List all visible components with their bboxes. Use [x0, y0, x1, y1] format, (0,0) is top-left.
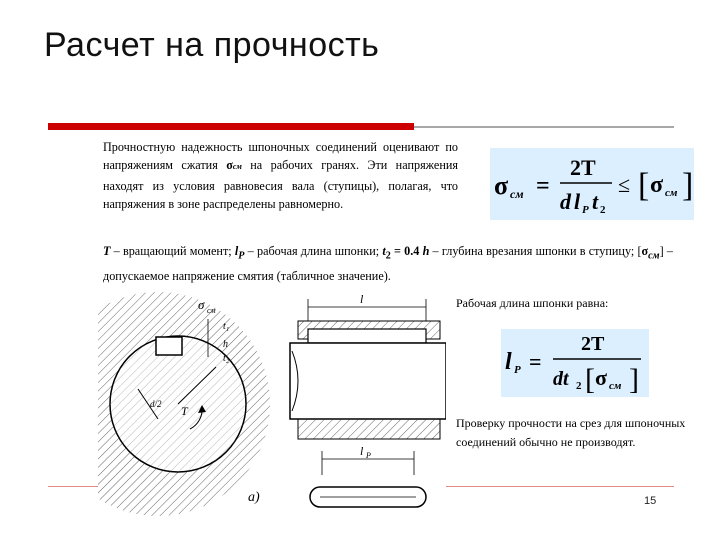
- fig-h: h: [223, 339, 228, 350]
- def-sig-text: ] – допускаемое напряжение смятия (табличное значение).: [103, 244, 673, 284]
- fig-sigma: σ: [198, 297, 205, 312]
- title-accent-bar: [48, 123, 414, 130]
- def-lp: l: [234, 244, 239, 258]
- def-T-text: – вращающий момент;: [110, 244, 235, 258]
- f2-lhs-sub: P: [514, 364, 521, 376]
- slide-title: Расчет на прочность: [44, 26, 380, 64]
- page-number: 15: [644, 495, 657, 507]
- working-length-formula: [501, 329, 649, 397]
- f2-den: dt: [553, 368, 569, 390]
- f2-lhs: l: [505, 349, 512, 375]
- intro-sigma: σ: [226, 158, 233, 173]
- working-length-formula-svg: [501, 329, 649, 397]
- intro-text-after: на рабочих гранях. Эти напряжения находят из условия равновесия вала (ступицы), полагая, что напряжения в зоне распределены равномерно.: [103, 158, 458, 211]
- def-t2-text: – глубина врезания шпонки в ступицу; [: [429, 244, 642, 258]
- intro-text-before: Прочностную надежность шпоночных соединений оценивают по напряжениям сжатия: [103, 140, 458, 173]
- shear-check-note: Проверку прочности на срез для шпоночных соединений обычно не производят.: [456, 416, 686, 449]
- fig-l: l: [360, 292, 364, 306]
- crush-stress-formula-svg: [490, 148, 694, 220]
- intro-sigma-sub: см: [232, 162, 242, 172]
- key-joint-drawing: [98, 289, 446, 517]
- fig-d2: d/2: [150, 399, 162, 409]
- fig-caption: а): [248, 490, 260, 505]
- f2-den-sub: 2: [576, 380, 582, 392]
- longitudinal-view: [248, 292, 446, 507]
- def-lp-sub: P: [238, 250, 245, 262]
- def-T: T: [103, 244, 111, 258]
- shaft-cross-section: [98, 292, 270, 516]
- def-sig: σ: [641, 244, 649, 258]
- f2-bracket-open: [: [585, 363, 595, 396]
- crush-stress-formula: [490, 148, 694, 220]
- f1-den-l: l: [574, 189, 581, 214]
- f1-den-t: t: [592, 189, 599, 214]
- f2-equals: =: [529, 349, 542, 374]
- f2-numerator: 2T: [581, 333, 605, 355]
- f2-rhs: σ: [595, 365, 607, 390]
- f1-den-d: d: [560, 189, 571, 214]
- fig-t1: t₁: [223, 321, 230, 332]
- f1-relation: ≤: [618, 172, 631, 197]
- def-lp-text: – рабочая длина шпонки;: [244, 244, 383, 258]
- fig-t2: t₂: [223, 353, 230, 364]
- key-section: [156, 337, 182, 355]
- fig-lp: l: [360, 444, 364, 458]
- key-side: [308, 329, 426, 343]
- f1-bracket-close: ]: [682, 167, 694, 204]
- f1-numerator: 2T: [570, 155, 596, 180]
- f1-lhs: σ: [494, 171, 509, 200]
- working-length-note: Рабочая длина шпонки равна:: [456, 296, 609, 310]
- shaft-body: [290, 343, 446, 419]
- def-t2-eq: = 0.4: [390, 244, 420, 258]
- def-h: h: [422, 244, 430, 258]
- f1-bracket-open: [: [638, 167, 650, 204]
- fig-lp-sub: P: [366, 451, 371, 460]
- f2-bracket-close: ]: [629, 363, 639, 396]
- f1-lhs-sub: см: [510, 187, 524, 201]
- fig-sigma-sub: см: [207, 306, 216, 315]
- f1-rhs-sub: см: [665, 187, 678, 199]
- f1-rhs: σ: [650, 172, 664, 198]
- f1-den-l-sub: P: [582, 204, 589, 216]
- def-sig-sub: см: [648, 250, 660, 262]
- intro-paragraph: [103, 138, 458, 213]
- key-joint-svg: [98, 289, 446, 517]
- f1-den-t-sub: 2: [600, 204, 606, 216]
- def-t2-sub: 2: [385, 250, 391, 262]
- def-t2: t: [382, 244, 386, 258]
- f1-equals: =: [536, 173, 550, 199]
- hub-lower: [298, 419, 440, 439]
- f2-rhs-sub: см: [609, 380, 622, 392]
- fig-T: T: [181, 404, 188, 418]
- symbol-definitions: [103, 241, 673, 287]
